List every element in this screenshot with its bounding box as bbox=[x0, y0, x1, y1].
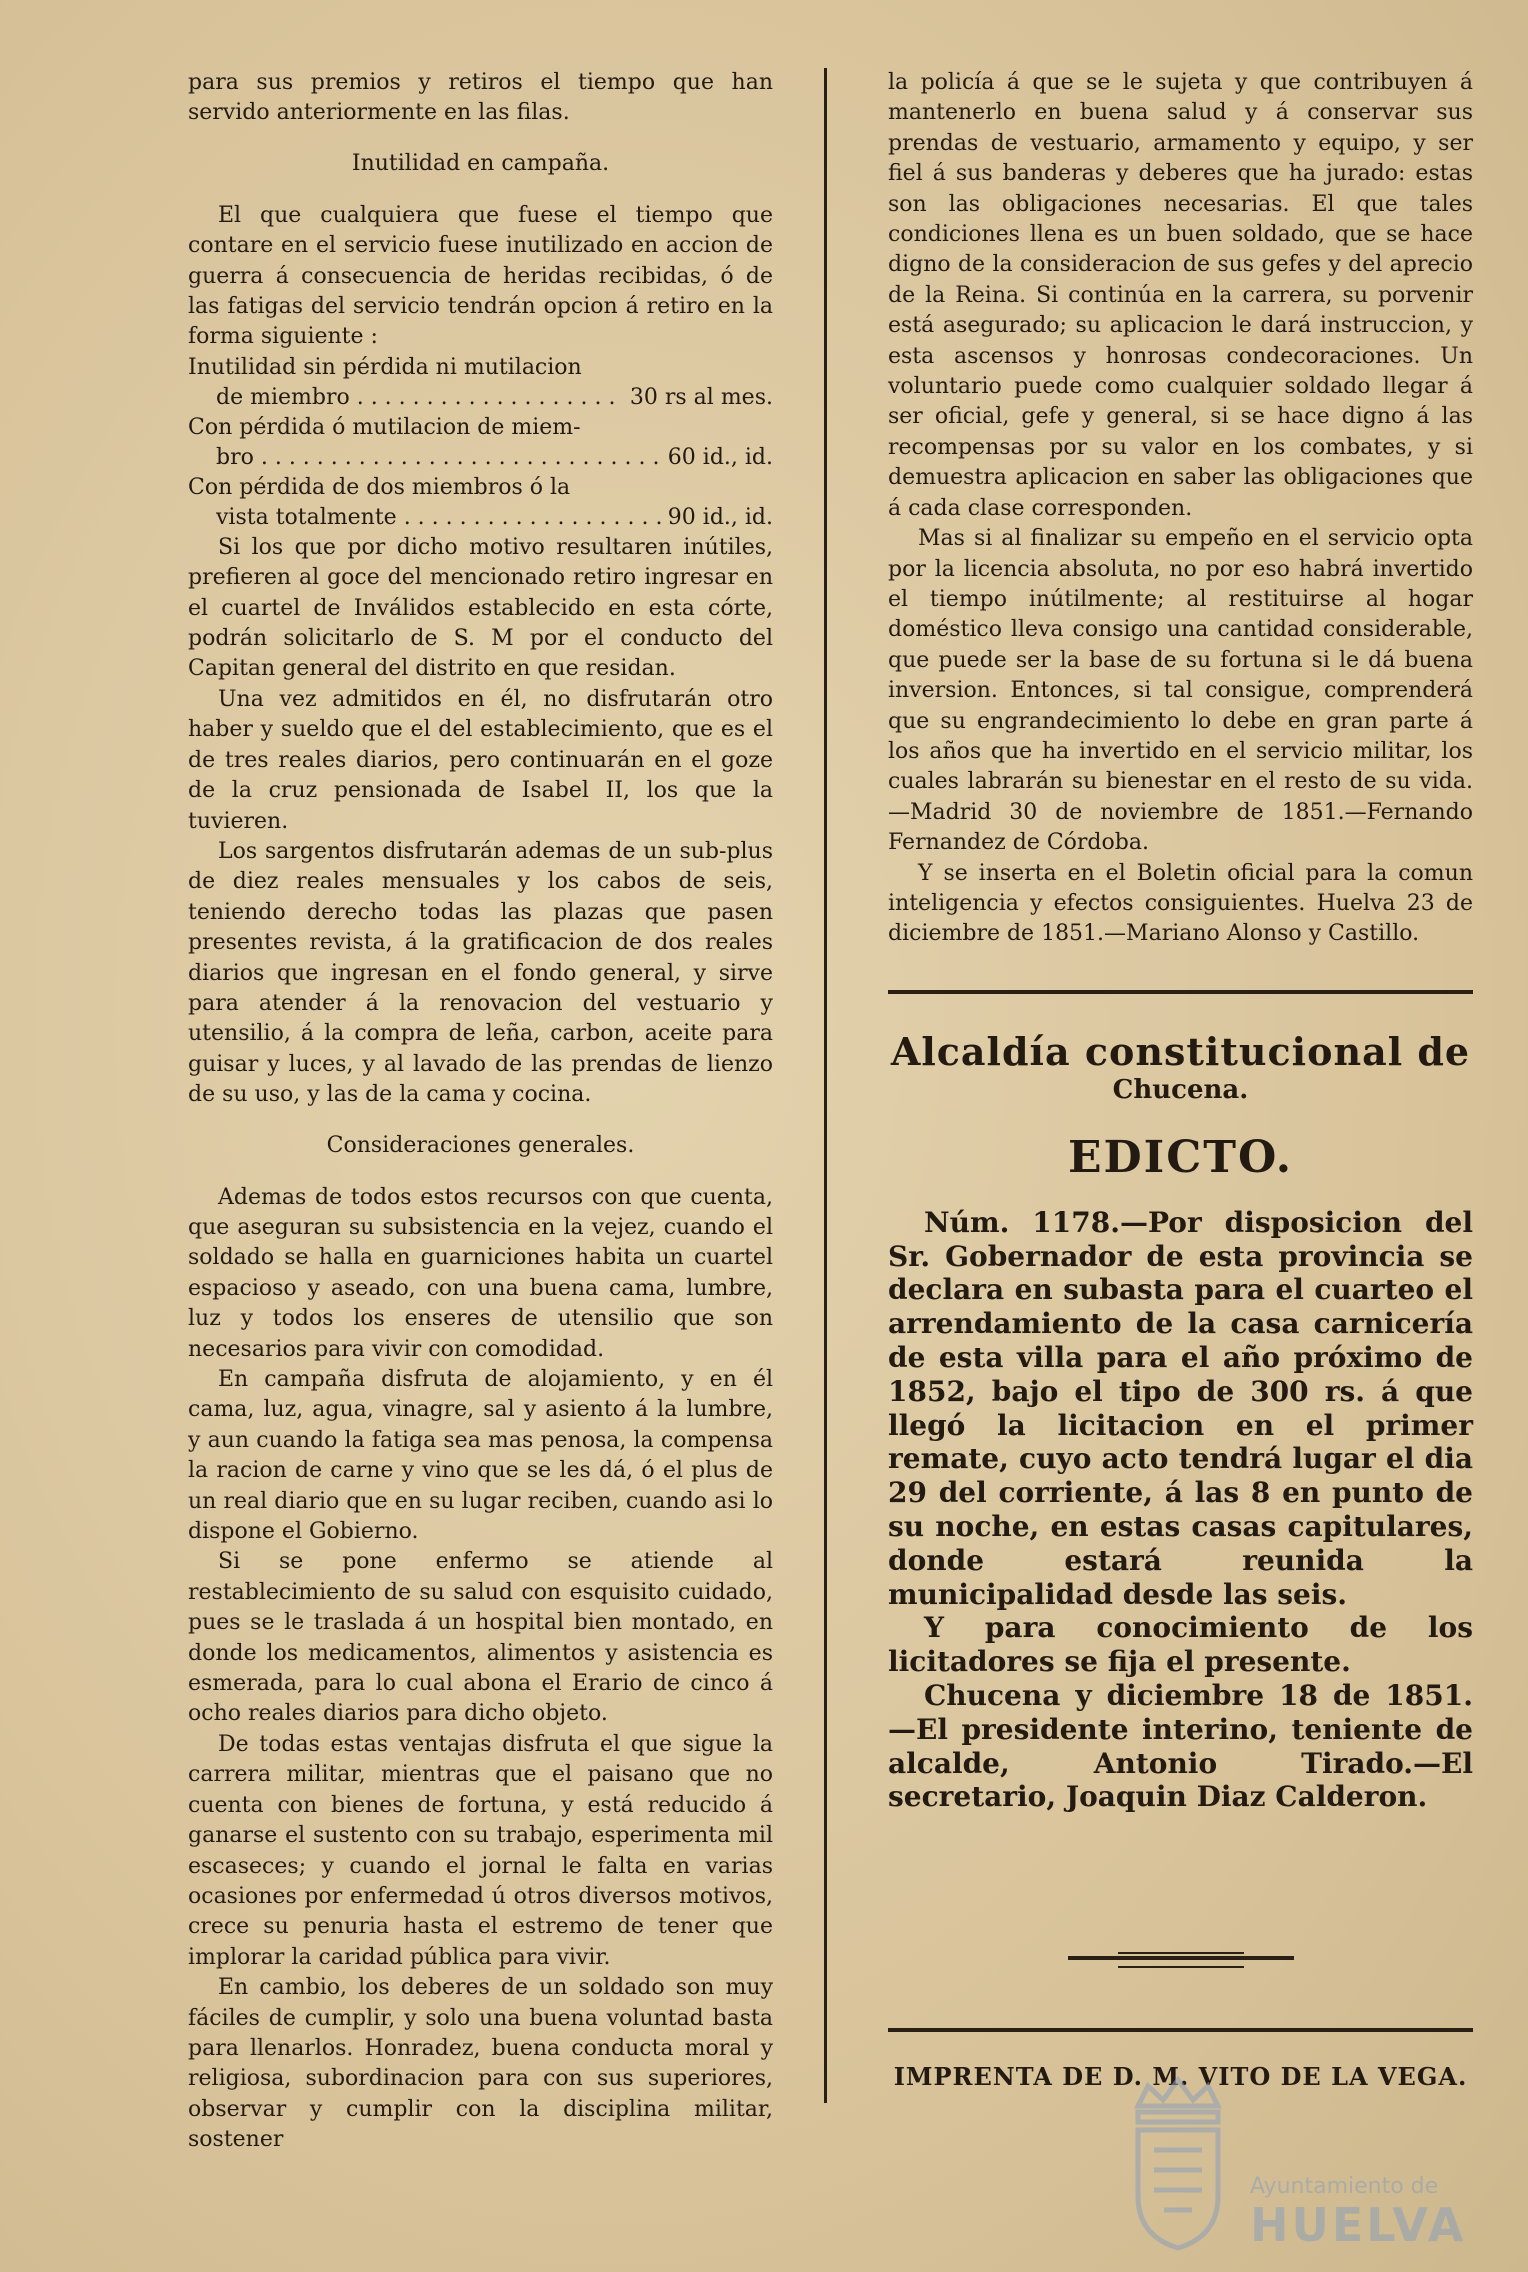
paragraph-licencia: Mas si al finalizar su empeño en el servicio opta por la licencia absoluta, no por eso habrá invertido el tiempo inútilmente; al restituirse al hogar doméstico lleva consigo una cantidad considerable, que puede ser la base de su fortuna si le dá buena inversion. Entonces, si tal consigue, comprenderá que su engrandecimiento lo debe en gran parte á los años que ha invertido en el servicio militar, los cuales labrarán su bienestar en el resto de su vida.—Madrid 30 de noviembre de 1851.—Fernando Fernandez de Córdoba. bbox=[888, 526, 1473, 856]
pension-row-label: vista totalmente . . . bbox=[216, 503, 662, 533]
paragraph-admitidos: Una vez admitidos en él, no disfrutarán otro haber y sueldo que el del establecimiento, que es el de tres reales diarios, pero continuarán en el goze de la cruz pensionada de Isabel II, los que la tuvieren. bbox=[188, 686, 773, 834]
paragraph-inutilidad-intro: El que cualquiera que fuese el tiempo que contare en el servicio fuese inutilizado en accion de guerra á consecuencia de heridas recibidas, ó de las fatigas del servicio tendrán opcion á retiro en la forma siguiente : bbox=[188, 202, 773, 350]
watermark-line1: Ayuntamiento de bbox=[1250, 2174, 1439, 2199]
watermark-line2: HUELVA bbox=[1250, 2198, 1467, 2252]
paragraph-enfermo: Si se pone enfermo se atiende al restablecimiento de su salud con esquisito cuidado, pues se le traslada á un hospital bien montado, en donde los medicamentos, alimentos y asistencia es esmerada, para lo cual abona el Erario de cinco á ocho reales diarios para dicho objeto. bbox=[188, 1549, 773, 1727]
pension-row-detail bbox=[216, 443, 773, 473]
footer-rule bbox=[888, 2028, 1473, 2032]
pension-row-condition: Con pérdida de dos miembros ó la bbox=[188, 474, 571, 500]
paragraph-ademas: Ademas de todos estos recursos con que cuenta, que aseguran su subsistencia en la vejez, cuando el soldado se halla en guarniciones habita un cuartel espacioso y aseado, con una buena cama, lumbre, luz y todos los enseres de utensilio que son necesarios para vivir con comodidad. bbox=[188, 1184, 773, 1362]
pension-row-amount: 60 id., id. bbox=[667, 444, 773, 470]
pension-row bbox=[188, 413, 773, 473]
pension-table bbox=[188, 353, 773, 533]
pension-row-condition: Inutilidad sin pérdida ni mutilacion bbox=[188, 354, 582, 380]
paragraph-sargentos: Los sargentos disfrutarán ademas de un sub-plus de diez reales mensuales y los cabos de seis, teniendo derecho todas las plazas que pasen presentes revista, á la gratificacion de dos reales diarios que ingresan en el fondo general, y sirve para atender á la renovacion del vestuario y utensilio, á la compra de leña, carbon, aceite para guisar y luces, y al lavado de las prendas de lienzo de su uso, y las de la cama y cocina. bbox=[188, 838, 773, 1108]
right-column bbox=[888, 68, 1473, 2091]
paragraph-conocimiento: Y para conocimiento de los licitadores se fija el presente. bbox=[888, 1611, 1473, 1679]
pension-row-condition: Con pérdida ó mutilacion de miem- bbox=[188, 414, 581, 440]
heading-consideraciones: Consideraciones generales. bbox=[326, 1132, 635, 1158]
coat-of-arms-icon bbox=[1118, 2066, 1238, 2256]
left-column bbox=[188, 68, 773, 2156]
paragraph-campana: En campaña disfruta de alojamiento, y en él cama, luz, agua, vinagre, sal y asiento á la lumbre, y aun cuando la fatiga sea mas penosa, la compensa la racion de carne y vino que se les dá, ó el plus de un real diario que en su lugar reciben, cuando asi lo dispone el Gobierno. bbox=[188, 1367, 773, 1545]
ornament-divider bbox=[1068, 1950, 1294, 1966]
paragraph-policia: la policía á que se le sujeta y que contribuyen á mantenerlo en buena salud y á conservar sus prendas de vestuario, armamento y equipo, y ser fiel á sus banderas y deberes que ha jurado: estas son las obligaciones necesarias. El que tales condiciones llena es un buen soldado, que se hace digno de la consideracion de sus gefes y del aprecio de la Reina. Si continúa en la carrera, su porvenir está asegurado; su aplicacion le dará instruccion, y esta ascensos y honrosas condecoraciones. Un voluntario puede como cualquier soldado llegar á ser oficial, gefe y general, si se hace digno á las recompensas por su valor en los combates, y si demuestra aplicacion en saber las obligaciones que á cada clase corresponden. bbox=[888, 70, 1473, 521]
paragraph-cambio: En cambio, los deberes de un soldado son muy fáciles de cumplir, y solo una buena voluntad basta para llenarlos. Honradez, buena conducta moral y religiosa, subordinacion para con sus superiores, observar y cumplir con la disciplina militar, sostener bbox=[188, 1975, 773, 2153]
pension-row-amount: 90 id., id. bbox=[667, 504, 773, 530]
pension-row-amount: 30 rs al mes. bbox=[629, 384, 773, 410]
pension-row bbox=[188, 473, 773, 533]
edicto-title: EDICTO. bbox=[1067, 1131, 1294, 1183]
huelva-watermark bbox=[1118, 2066, 1467, 2256]
pension-row bbox=[188, 353, 773, 413]
town-name: Chucena. bbox=[1112, 1074, 1249, 1105]
pension-row-detail bbox=[216, 383, 773, 413]
pension-row-detail bbox=[216, 503, 773, 533]
paragraph-invalidos: Si los que por dicho motivo resultaren inútiles, prefieren al goce del mencionado retiro ingresar en el cuartel de Inválidos establecido en esta córte, podrán solicitarlo de S. M por el conducto del Capitan general del distrito en que residan. bbox=[188, 534, 773, 682]
paragraph-premios: para sus premios y retiros el tiempo que han servido anteriormente en las filas. bbox=[188, 70, 773, 126]
paragraph-subasta: Núm. 1178.—Por disposicion del Sr. Gobernador de esta provincia se declara en subasta para el cuarteo el arrendamiento de la casa carnicería de esta villa para el año próximo de 1852, bajo el tipo de 300 rs. á que llegó la licitacion en el primer remate, cuyo acto tendrá lugar el dia 29 del corriente, á las 8 en punto de su noche, en estas casas capitulares, donde estará reunida la municipalidad desde las seis. bbox=[888, 1205, 1473, 1611]
section-rule bbox=[888, 990, 1473, 994]
paragraph-inserta: Y se inserta en el Boletin oficial para la comun inteligencia y efectos consiguientes. Huelva 23 de diciembre de 1851.—Mariano Alonso y Castillo. bbox=[888, 860, 1473, 947]
pension-row-label: bro . . . bbox=[216, 443, 662, 473]
printer-imprint: IMPRENTA DE D. M. VITO DE LA VEGA. bbox=[893, 2062, 1468, 2092]
column-divider bbox=[824, 68, 827, 2103]
pension-row-label: de miembro . . . bbox=[216, 383, 624, 413]
paragraph-ventajas: De todas estas ventajas disfruta el que sigue la carrera militar, mientras que el paisano que no cuenta con bienes de fortuna, y está reducido á ganarse el sustento con su trabajo, esperimenta mil escaseces; y cuando el jornal le falta en varias ocasiones por enfermedad ú otros diversos motivos, crece su penuria hasta el estremo de tener que implorar la caridad pública para vivir. bbox=[188, 1731, 773, 1970]
paragraph-firma: Chucena y diciembre 18 de 1851.—El presidente interino, teniente de alcalde, Antonio Tirado.—El secretario, Joaquin Diaz Calderon. bbox=[888, 1678, 1473, 1814]
alcaldia-heading: Alcaldía constitucional de bbox=[890, 1028, 1471, 1074]
heading-inutilidad: Inutilidad en campaña. bbox=[351, 150, 610, 176]
